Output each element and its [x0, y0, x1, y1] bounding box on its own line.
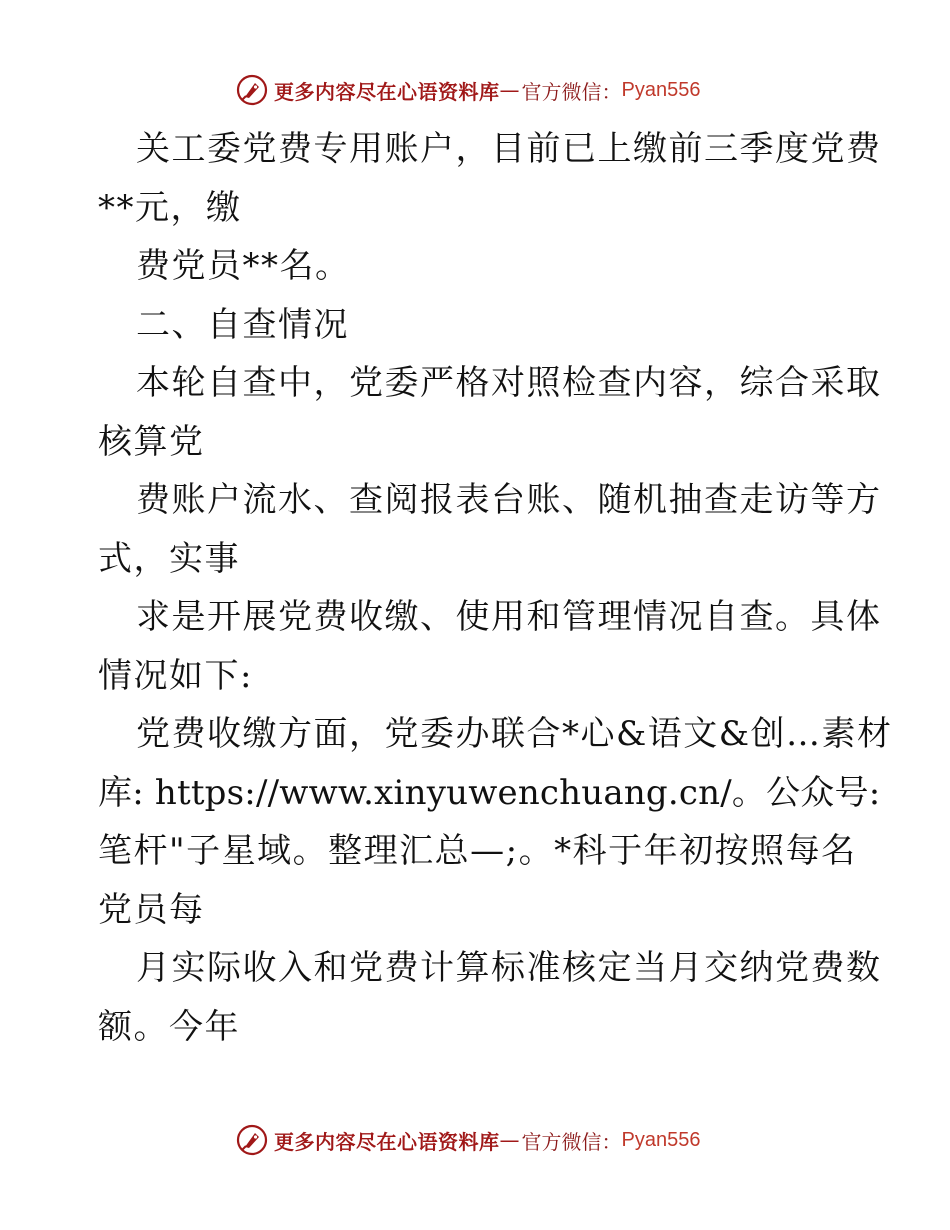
text-line: 关工委党费专用账户，目前已上缴前三季度党费 [136, 129, 882, 169]
text-line-url: 库: https://www.xinyuwenchuang.cn/。公众号: [98, 772, 881, 813]
watermark-header [236, 72, 700, 108]
pen-nib-icon [236, 1124, 268, 1156]
watermark-main-text: 更多内容尽在心语资料库 [274, 1129, 500, 1154]
text-line: 笔杆"子星域。整理汇总—;。*科于年初按照每名 [98, 831, 857, 871]
text-line: 月实际收入和党费计算标准核定当月交纳党费数 [136, 948, 882, 988]
text-line: 党员每 [98, 889, 205, 930]
text-line: 费账户流水、查阅报表台账、随机抽查走访等方 [136, 480, 882, 520]
section-heading: 二、自查情况 [136, 304, 349, 345]
watermark-wechat-id: Pyan556 [621, 78, 701, 101]
document-body [98, 120, 893, 1056]
watermark-footer [236, 1122, 700, 1158]
text-line: 求是开展党费收缴、使用和管理情况自查。具体 [136, 597, 882, 637]
watermark-wechat-id: Pyan556 [621, 1128, 701, 1151]
text-line: **元，缴 [98, 187, 242, 228]
text-line: 核算党 [98, 421, 205, 462]
text-line: 本轮自查中，党委严格对照检查内容，综合采取 [136, 363, 882, 403]
watermark-wechat-label: 官方微信： [521, 1129, 622, 1154]
text-line: 费党员**名。 [136, 246, 351, 286]
text-line: 党费收缴方面，党委办联合*心&语文&创…素材 [136, 714, 893, 754]
pen-nib-icon [236, 74, 268, 106]
text-line: 额。今年 [98, 1006, 240, 1047]
watermark-main-text: 更多内容尽在心语资料库 [274, 79, 500, 104]
watermark-separator: — [499, 78, 520, 102]
watermark-wechat-label: 官方微信： [521, 79, 622, 104]
text-line: 式，实事 [98, 538, 240, 579]
text-line: 情况如下: [98, 655, 253, 696]
watermark-separator: — [499, 1128, 520, 1152]
